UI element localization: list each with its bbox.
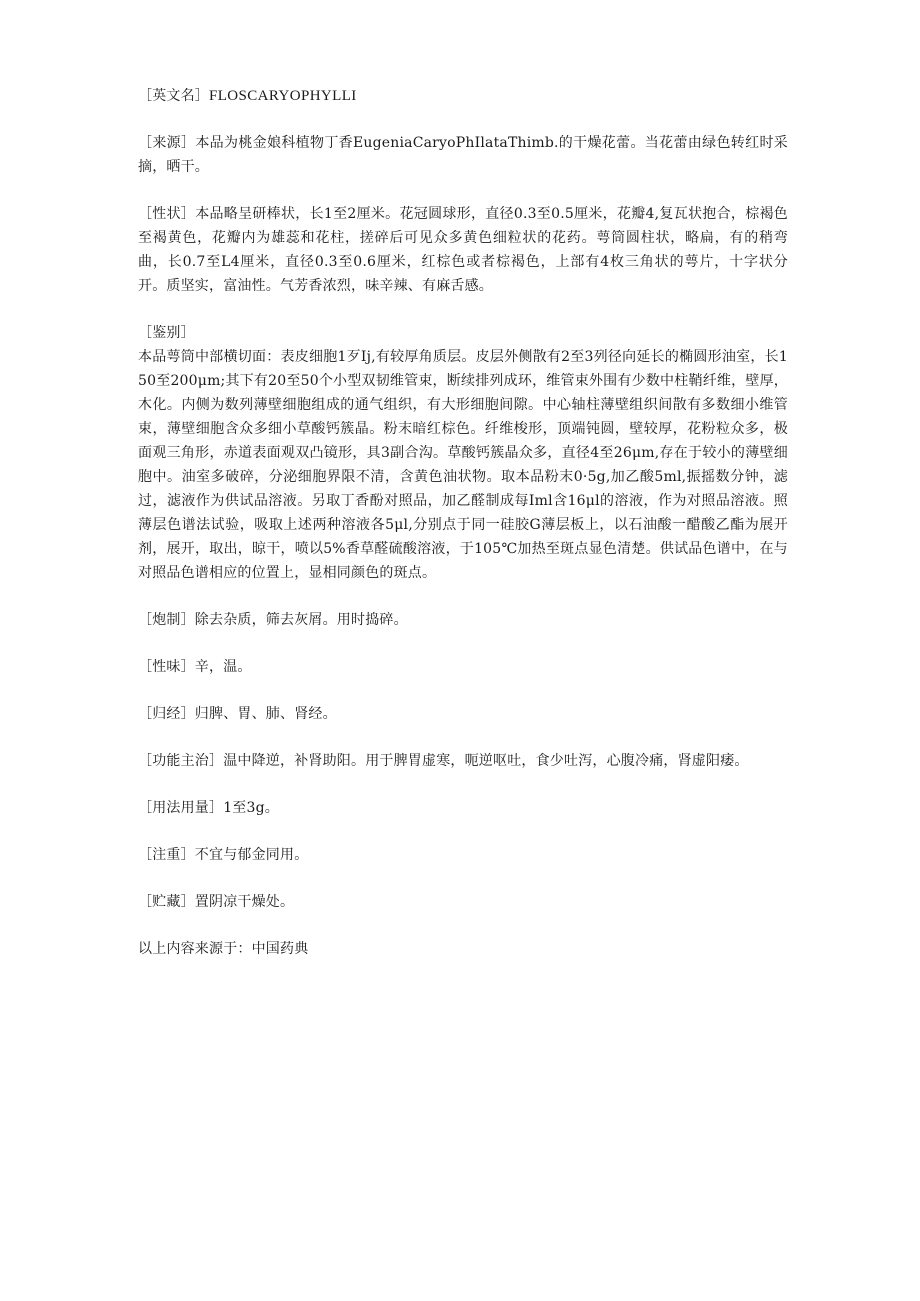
english-name-label: ［英文名］ bbox=[138, 88, 209, 104]
dosage-section: ［用法用量］1至3g。 bbox=[138, 800, 279, 816]
identification-label: ［鉴别］ bbox=[138, 325, 195, 341]
attribution-line: 以上内容来源于：中国药典 bbox=[138, 941, 309, 957]
storage-section: ［贮藏］置阴凉干燥处。 bbox=[138, 894, 295, 910]
meridian-section: ［归经］归脾、胃、肺、肾经。 bbox=[138, 706, 337, 722]
characteristics-section: ［性状］本品略呈研棒状，长1至2厘米。花冠圆球形，直径0.3至0.5厘米，花瓣4,复瓦状抱合，棕褐色至褐黄色，花瓣内为雄蕊和花柱，搓碎后可见众多黄色细粒状的花药。萼筒圆柱状，略扁，有的稍弯曲，长0.7至L4厘米，直径0.3至0.6厘米，红棕色或者棕褐色，上部有4枚三角状的萼片，十字状分开。质坚实，富油性。气芳香浓烈，味辛辣、有麻舌感。 bbox=[138, 206, 788, 294]
document-body bbox=[138, 84, 788, 984]
nature-flavor-section: ［性味］辛，温。 bbox=[138, 659, 252, 675]
english-name-section bbox=[138, 84, 788, 108]
english-name-value: FLOSCARYOPHYLLI bbox=[209, 88, 357, 104]
processing-section: ［炮制］除去杂质，筛去灰屑。用时捣碎。 bbox=[138, 612, 408, 628]
identification-body: 本品萼筒中部横切面：表皮细胞1歹Ij,有较厚角质层。皮层外侧散有2至3列径向延长的椭圆形油室，长150至200μm;其下有20至50个小型双韧维管束，断续排列成环，维管束外围有少数中柱鞘纤维，壁厚，木化。内侧为数列薄壁细胞组成的通气组织，有大形细胞间隙。中心轴柱薄壁组织间散有多数细小维管束，薄壁细胞含众多细小草酸钙簇晶。粉末暗红棕色。纤维梭形，顶端钝圆，壁较厚，花粉粒众多，极面观三角形，赤道表面观双凸镜形，具3副合沟。草酸钙簇晶众多，直径4至26μm,存在于较小的薄壁细胞中。油室多破碎，分泌细胞界限不清，含黄色油状物。取本品粉末0·5g,加乙酸5ml,振摇数分钟，滤过，滤液作为供试品溶液。另取丁香酚对照品，加乙醛制成每Iml含16μl的溶液，作为对照品溶液。照薄层色谱法试验，吸取上述两种溶液各5μl,分别点于同一硅胶G薄层板上，以石油酸一醋酸乙酯为展开剂，展开，取出，晾干，喷以5%香草醛硫酸溶液，于105℃加热至斑点显色清楚。供试品色谱中，在与对照品色谱相应的位置上，显相同颜色的斑点。 bbox=[138, 349, 788, 581]
identification-section bbox=[138, 321, 788, 585]
functions-section: ［功能主治］温中降逆，补肾助阳。用于脾胃虚寒，呃逆呕吐，食少吐泻，心腹冷痛，肾虚阳痿。 bbox=[138, 753, 749, 769]
source-section: ［来源］本品为桃金娘科植物丁香EugeniaCaryoPhIlataThimb.的干燥花蕾。当花蕾由绿色转红时采摘，晒干。 bbox=[138, 135, 788, 175]
caution-section: ［注重］不宜与郁金同用。 bbox=[138, 847, 309, 863]
